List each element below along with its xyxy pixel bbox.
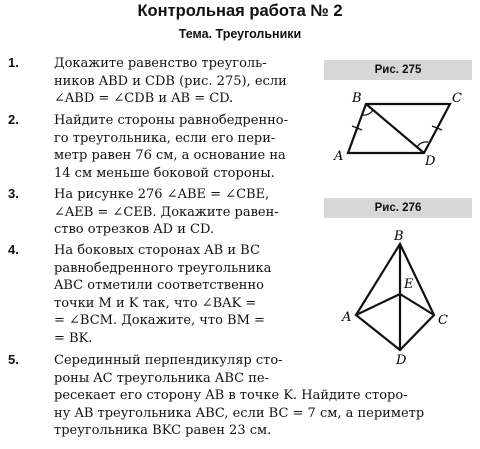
task-line: На боковых сторонах AB и BC xyxy=(54,243,260,258)
task-3 xyxy=(8,186,328,239)
diagonal-bd xyxy=(366,104,424,153)
label-d: D xyxy=(396,353,407,368)
task-line: = BK. xyxy=(54,330,93,346)
label-a: A xyxy=(334,149,344,164)
task-2 xyxy=(8,112,328,182)
label-c: C xyxy=(438,313,448,328)
task-1 xyxy=(8,55,328,108)
figure-275 xyxy=(324,60,472,170)
task-line: ну AB треугольника ABC, если BC = 7 см, а периметр xyxy=(54,405,425,421)
task-text xyxy=(54,112,328,182)
task-line: 14 см меньше боковой стороны. xyxy=(54,165,275,181)
task-line: го треугольника, если его пери- xyxy=(54,130,276,146)
label-a: A xyxy=(342,310,352,325)
task-line: На рисунке 276 ∠ABE = ∠CBE, xyxy=(54,187,270,202)
task-line: треугольника BKC равен 23 см. xyxy=(54,423,272,438)
task-line: Найдите стороны равнобедренно- xyxy=(54,113,288,128)
task-line: метр равен 76 см, а основание на xyxy=(54,148,286,163)
label-b: B xyxy=(352,91,362,106)
label-b: B xyxy=(394,229,404,244)
label-c: C xyxy=(452,91,462,106)
task-line: равнобедренного треугольника xyxy=(54,260,272,276)
task-line: ресекает его сторону AB в точке K. Найдите сторо- xyxy=(54,388,408,403)
figure-276-drawing xyxy=(324,198,472,376)
task-number: 5. xyxy=(8,352,19,367)
task-text xyxy=(54,242,328,347)
task-line: роны AC треугольника ABC пе- xyxy=(54,370,269,386)
task-number: 4. xyxy=(8,242,19,257)
task-line: ников ABD и CDB (рис. 275), если xyxy=(54,73,287,89)
task-line: Серединный перпендикуляр сто- xyxy=(54,353,283,368)
task-line: ABC отметили соответственно xyxy=(54,278,264,293)
figure-276 xyxy=(324,198,472,376)
task-text xyxy=(54,55,328,108)
figure-275-drawing xyxy=(324,60,472,170)
task-line: = ∠BCM. Докажите, что BM = xyxy=(54,313,265,328)
figure-caption: Рис. 276 xyxy=(324,198,472,218)
task-number: 2. xyxy=(8,112,19,127)
page-title: Контрольная работа № 2 xyxy=(137,2,343,20)
task-line: ∠AEB = ∠CEB. Докажите равен- xyxy=(54,204,279,220)
figure-caption: Рис. 275 xyxy=(324,60,472,80)
page-subtitle: Тема. Треугольники xyxy=(178,27,302,41)
label-e: E xyxy=(404,277,414,292)
task-number: 1. xyxy=(8,55,19,70)
task-line: Докажите равенство треуголь- xyxy=(54,56,267,71)
task-line: точки M и K так, что ∠BAK = xyxy=(54,295,257,311)
parallelogram-abcd xyxy=(348,104,450,153)
task-number: 3. xyxy=(8,186,19,201)
label-d: D xyxy=(425,154,436,169)
task-line: ство отрезков AD и CD. xyxy=(54,222,215,237)
task-4 xyxy=(8,242,328,347)
task-line: ∠ABD = ∠CDB и AB = CD. xyxy=(54,91,234,106)
task-text xyxy=(54,186,328,239)
